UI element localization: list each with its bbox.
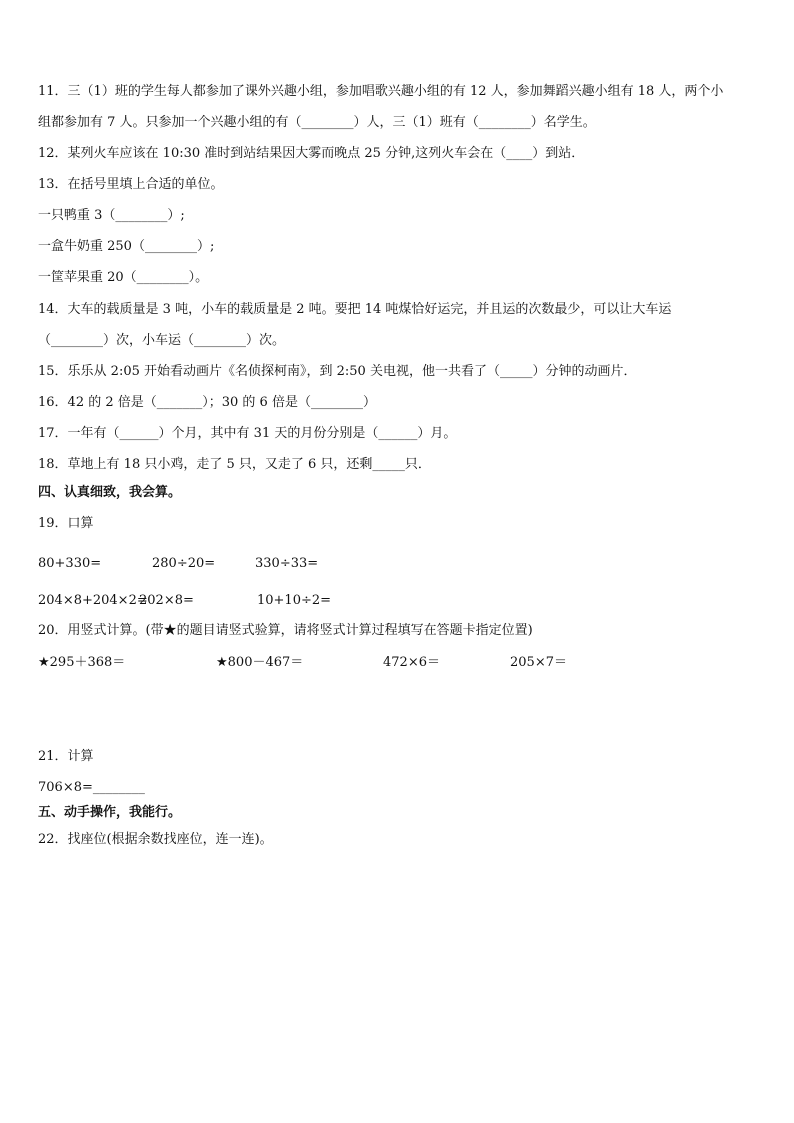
- vertical-calc-1: ★295＋368＝: [38, 655, 126, 670]
- question-14-line-1: 14．大车的载质量是 3 吨，小车的载质量是 2 吨。要把 14 吨煤恰好运完，并且运的次数最少，可以让大车运: [38, 302, 672, 317]
- question-21-title: 21．计算: [38, 749, 94, 764]
- oral-calc-6: 10+10÷2=: [257, 593, 332, 608]
- question-17: 17．一年有（______）个月，其中有 31 天的月份分别是（______）月。: [38, 426, 457, 441]
- question-13-title: 13．在括号里填上合适的单位。: [38, 177, 224, 192]
- question-16: 16．42 的 2 倍是（_______）；30 的 6 倍是（________）: [38, 395, 376, 410]
- vertical-calc-2: ★800－467＝: [216, 655, 304, 670]
- oral-calc-1: 80+330=: [38, 556, 102, 571]
- question-22: 22．找座位(根据余数找座位，连一连)。: [38, 832, 273, 847]
- question-19-title: 19．口算: [38, 516, 94, 531]
- question-13-item-3: 一筐苹果重 20（________）。: [38, 270, 209, 285]
- section-5-heading: 五、动手操作，我能行。: [38, 805, 182, 820]
- vertical-calc-3: 472×6＝: [383, 655, 440, 670]
- section-4-heading: 四、认真细致，我会算。: [38, 485, 182, 500]
- question-20-title: 20．用竖式计算。(带★的题目请竖式验算，请将竖式计算过程填写在答题卡指定位置): [38, 623, 533, 638]
- question-15: 15．乐乐从 2:05 开始看动画片《名侦探柯南》，到 2:50 关电视，他一共看了（_____）分钟的动画片．: [38, 364, 637, 379]
- question-11-line-1: 11．三（1）班的学生每人都参加了课外兴趣小组，参加唱歌兴趣小组的有 12 人，参加舞蹈兴趣小组有 18 人，两个小: [38, 84, 724, 99]
- oral-calc-4: 204×8+204×2=: [38, 593, 148, 608]
- question-21-item: 706×8=________: [38, 780, 145, 795]
- question-13-item-2: 一盒牛奶重 250（________）;: [38, 239, 215, 254]
- question-13-item-1: 一只鸭重 3（________）;: [38, 208, 185, 223]
- question-11-line-2: 组都参加有 7 人。只参加一个兴趣小组的有（________）人，三（1）班有（________）名学生。: [38, 115, 596, 130]
- question-18: 18．草地上有 18 只小鸡，走了 5 只，又走了 6 只，还剩_____只．: [38, 457, 431, 472]
- oral-calc-3: 330÷33=: [255, 556, 319, 571]
- question-14-line-2: （________）次，小车运（________）次。: [38, 333, 286, 348]
- oral-calc-2: 280÷20=: [152, 556, 216, 571]
- question-12: 12．某列火车应该在 10:30 准时到站结果因大雾而晚点 25 分钟,这列火车会在（____）到站．: [38, 146, 585, 161]
- oral-calc-5: 202×8=: [139, 593, 194, 608]
- vertical-calc-4: 205×7＝: [510, 655, 567, 670]
